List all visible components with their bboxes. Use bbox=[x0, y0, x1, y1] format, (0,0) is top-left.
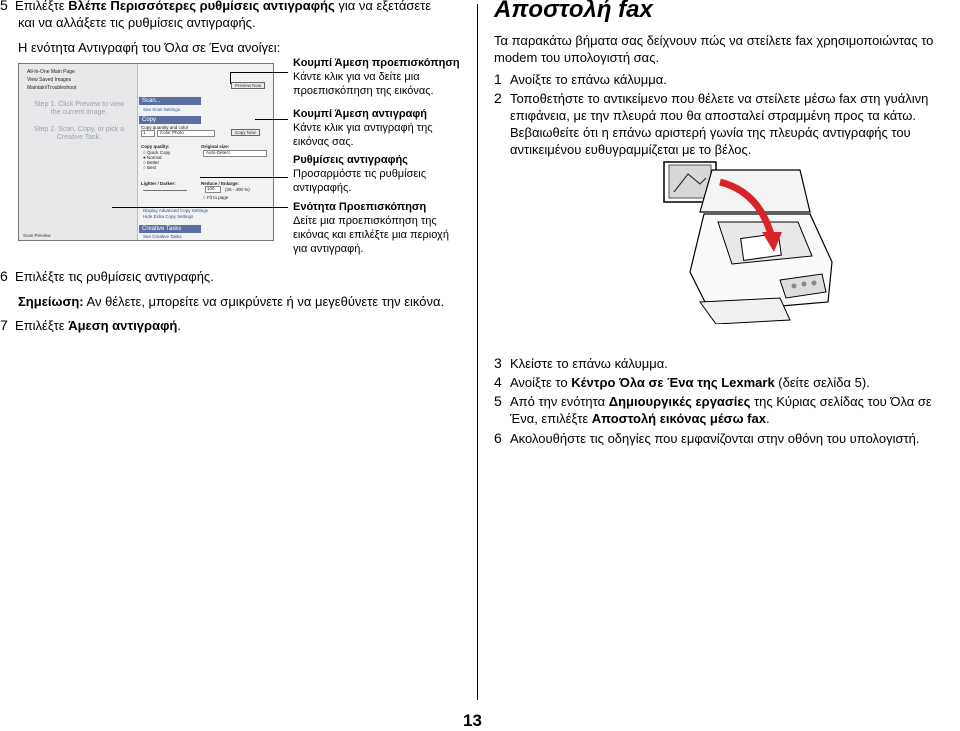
original-size-label: Original size: bbox=[201, 144, 230, 149]
preview-now-button[interactable]: Preview Now bbox=[231, 82, 265, 89]
scan-settings-link[interactable]: See Scan Settings bbox=[143, 107, 181, 112]
callout-copy-button: Κουμπί Άμεση αντιγραφή Κάντε κλικ για αντιγραφή της εικόνας σας. bbox=[293, 108, 433, 148]
quality-option[interactable]: ○ Quick Copy bbox=[143, 150, 171, 155]
intro-text: Η ενότητα Αντιγραφή του Όλα σε Ένα ανοίγει: bbox=[18, 40, 281, 55]
column-divider bbox=[477, 4, 478, 700]
printer-illustration bbox=[660, 152, 835, 324]
hide-settings-link[interactable]: Hide Extra Copy Settings bbox=[143, 214, 194, 219]
reduce-enlarge-label: Reduce / Enlarge: bbox=[201, 181, 240, 186]
quality-option[interactable]: ● Normal bbox=[143, 155, 162, 160]
percent-input[interactable]: 100 bbox=[205, 186, 221, 193]
callout-line bbox=[112, 207, 288, 208]
copy-quality-label: Copy quality: bbox=[141, 144, 170, 149]
menu-item: All-In-One Main Page bbox=[27, 69, 75, 75]
percent-range: (25 - 400 %) bbox=[225, 187, 250, 192]
output-tray bbox=[700, 298, 790, 324]
section-title: Αποστολή fax bbox=[494, 0, 653, 23]
screenshot-step2: Step 2. Scan, Copy, or pick a Creative Task. bbox=[33, 126, 125, 141]
copy-qty-label: Copy quantity and color bbox=[141, 125, 189, 130]
screenshot-step1: Step 1. Click Preview to view the current image. bbox=[34, 101, 124, 116]
qty-select[interactable]: 1 bbox=[141, 130, 155, 137]
callout-line bbox=[255, 119, 288, 120]
fax-step-3: 3 Κλείστε το επάνω κάλυμμα. bbox=[494, 355, 668, 371]
copy-header: Copy bbox=[139, 116, 201, 124]
scan-header: Scan... bbox=[139, 97, 201, 105]
callout-preview-button: Κουμπί Άμεση προεπισκόπηση Κάντε κλικ για να δείτε μια προεπισκόπηση της εικόνας. bbox=[293, 57, 460, 97]
page-number: 13 bbox=[463, 711, 482, 730]
original-size-select[interactable]: Auto-Detect bbox=[203, 150, 267, 157]
right-intro: Τα παρακάτω βήματα σας δείχνουν πώς να στείλετε fax χρησιμοποιώντας το modem του υπολογιστή σας. bbox=[494, 33, 934, 65]
creative-tasks-header: Creative Tasks bbox=[139, 225, 201, 233]
menu-item: View Saved Images bbox=[27, 77, 72, 83]
copy-now-button[interactable]: Copy Now bbox=[231, 129, 260, 136]
menu-item: Maintain/Troubleshoot bbox=[27, 85, 77, 91]
fax-step-4: 4 Ανοίξτε το Κέντρο Όλα σε Ένα της Lexmark (δείτε σελίδα 5). bbox=[494, 374, 870, 390]
callout-copy-settings: Ρυθμίσεις αντιγραφής Προσαρμόστε τις ρυθμίσεις αντιγραφής. bbox=[293, 154, 427, 194]
fit-to-page-option[interactable]: ○ Fit to page bbox=[203, 195, 229, 200]
screenshot-status: Scan Preview bbox=[23, 233, 51, 238]
callout-line bbox=[200, 177, 288, 178]
quality-option[interactable]: ○ Better bbox=[143, 160, 159, 165]
lighter-darker-label: Lighter / Darker: bbox=[141, 181, 176, 186]
screenshot-sidebar bbox=[19, 64, 138, 240]
fax-step-6: 6 Ακολουθήστε τις οδηγίες που εμφανίζονται στην οθόνη του υπολογιστή. bbox=[494, 430, 920, 446]
callout-line bbox=[230, 72, 231, 84]
step-6: 6 Επιλέξτε τις ρυθμίσεις αντιγραφής. bbox=[0, 268, 214, 284]
quality-option[interactable]: ○ Best bbox=[143, 165, 156, 170]
step-5: 5 Επιλέξτε Βλέπε Περισσότερες ρυθμίσεις αντιγραφής για να εξετάσετε και να αλλάξετε τις ρυθμίσεις αντιγραφής. bbox=[0, 0, 432, 30]
creative-tasks-link[interactable]: See Creative Tasks bbox=[143, 234, 182, 239]
fax-step-5: 5 Από την ενότητα Δημιουργικές εργασίες της Κύριας σελίδας του Όλα σε Ένα, επιλέξτε Αποστολή εικόνας μέσω fax. bbox=[494, 393, 932, 426]
fax-step-2: 2 Τοποθετήστε το αντικείμενο που θέλετε να στείλετε μέσω fax στη γυάλινη επιφάνεια, με την πλευρά που θα αποσταλεί στραμμένη προς τα κάτω. Βεβαιωθείτε ότι η επάνω αριστερή γωνία της πλευράς αντιγραφής του αντικειμένου ευθυγραμμίζεται με το βέλος. bbox=[494, 90, 929, 157]
advanced-settings-link[interactable]: Display Advanced Copy Settings bbox=[143, 208, 209, 213]
fax-step-1: 1 Ανοίξτε το επάνω κάλυμμα. bbox=[494, 71, 667, 87]
step-7: 7 Επιλέξτε Άμεση αντιγραφή. bbox=[0, 317, 181, 333]
lighter-darker-slider[interactable] bbox=[143, 190, 187, 191]
software-screenshot bbox=[18, 63, 274, 241]
note: Σημείωση: Αν θέλετε, μπορείτε να σμικρύνετε ή να μεγεθύνετε την εικόνα. bbox=[18, 294, 445, 309]
color-select[interactable]: Color Photo bbox=[157, 130, 215, 137]
callout-line bbox=[230, 72, 288, 73]
callout-preview-section: Ενότητα Προεπισκόπηση Δείτε μια προεπισκόπηση της εικόνας και επιλέξτε μια περιοχή για αντιγραφή. bbox=[293, 201, 449, 255]
